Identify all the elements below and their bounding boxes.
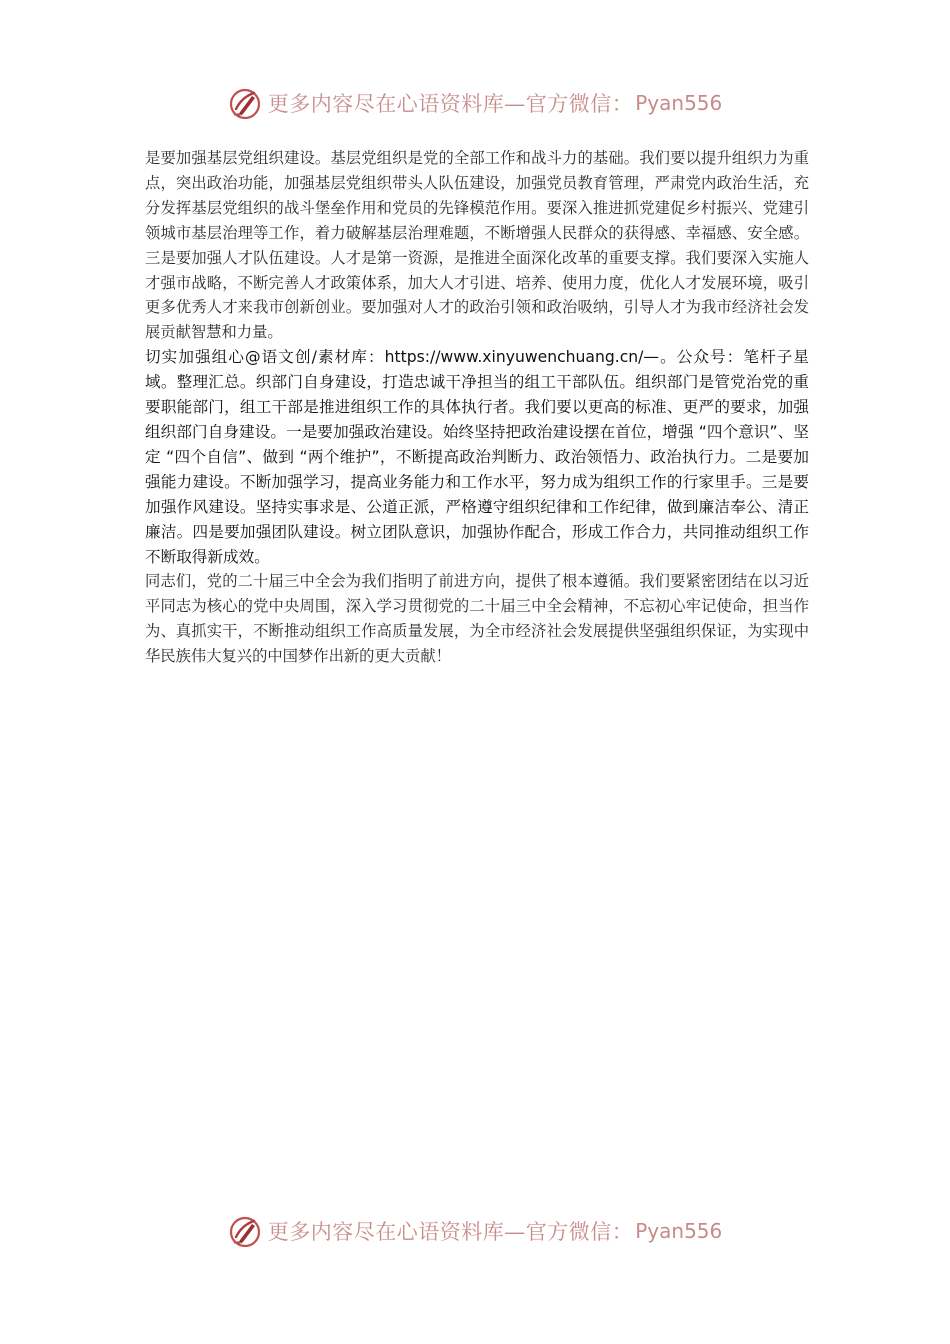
footer-banner <box>0 1211 950 1251</box>
header-banner <box>0 83 950 123</box>
pen-logo-icon <box>228 1213 264 1249</box>
paragraph-3: 同志们，党的二十届三中全会为我们指明了前进方向，提供了根本遵循。我们要紧密团结在以习近平同志为核心的党中央周围，深入学习贯彻党的二十届三中全会精神，不忘初心牢记使命，担当作为、真抓实干，不断推动组织工作高质量发展，为全市经济社会发展提供坚强组织保证，为实现中华民族伟大复兴的中国梦作出新的更大贡献！ <box>145 572 809 666</box>
banner-wechat-handle: Pyan556 <box>635 1219 723 1243</box>
paragraph-2: 切实加强组心@语文创/素材库：https://www.xinyuwenchuang.cn/—。公众号：笔杆子星域。整理汇总。织部门自身建设，打造忠诚干净担当的组工干部队伍。组织部门是管党治党的重要职能部门，组工干部是推进组织工作的具体执行者。我们要以更高的标准、更严的要求，加强组织部门自身建设。一是要加强政治建设。始终坚持把政治建设摆在首位，增强 “四个意识”、坚定 “四个自信”、做到 “两个维护”，不断提高政治判断力、政治领悟力、政治执行力。二是要加强能力建设。不断加强学习，提高业务能力和工作水平，努力成为组织工作的行家里手。三是要加强作风建设。坚持实事求是、公道正派，严格遵守组织纪律和工作纪律，做到廉洁奉公、清正廉洁。四是要加强团队建设。树立团队意识，加强协作配合，形成工作合力，共同推动组织工作不断取得新成效。 <box>145 348 809 566</box>
banner-text: 更多内容尽在心语资料库—官方微信： <box>267 92 634 116</box>
banner-wechat-handle: Pyan556 <box>635 91 723 115</box>
paragraph-1: 是要加强基层党组织建设。基层党组织是党的全部工作和战斗力的基础。我们要以提升组织力为重点，突出政治功能，加强基层党组织带头人队伍建设，加强党员教育管理，严肃党内政治生活，充分发挥基层党组织的战斗堡垒作用和党员的先锋模范作用。要深入推进抓党建促乡村振兴、党建引领城市基层治理等工作，着力破解基层治理难题，不断增强人民群众的获得感、幸福感、安全感。三是要加强人才队伍建设。人才是第一资源，是推进全面深化改革的重要支撑。我们要深入实施人才强市战略，不断完善人才政策体系，加大人才引进、培养、使用力度，优化人才发展环境，吸引更多优秀人才来我市创新创业。要加强对人才的政治引领和政治吸纳，引导人才为我市经济社会发展贡献智慧和力量。 <box>145 149 809 342</box>
document-body <box>145 146 809 669</box>
pen-logo-icon <box>228 85 264 121</box>
banner-text: 更多内容尽在心语资料库—官方微信： <box>267 1220 634 1244</box>
